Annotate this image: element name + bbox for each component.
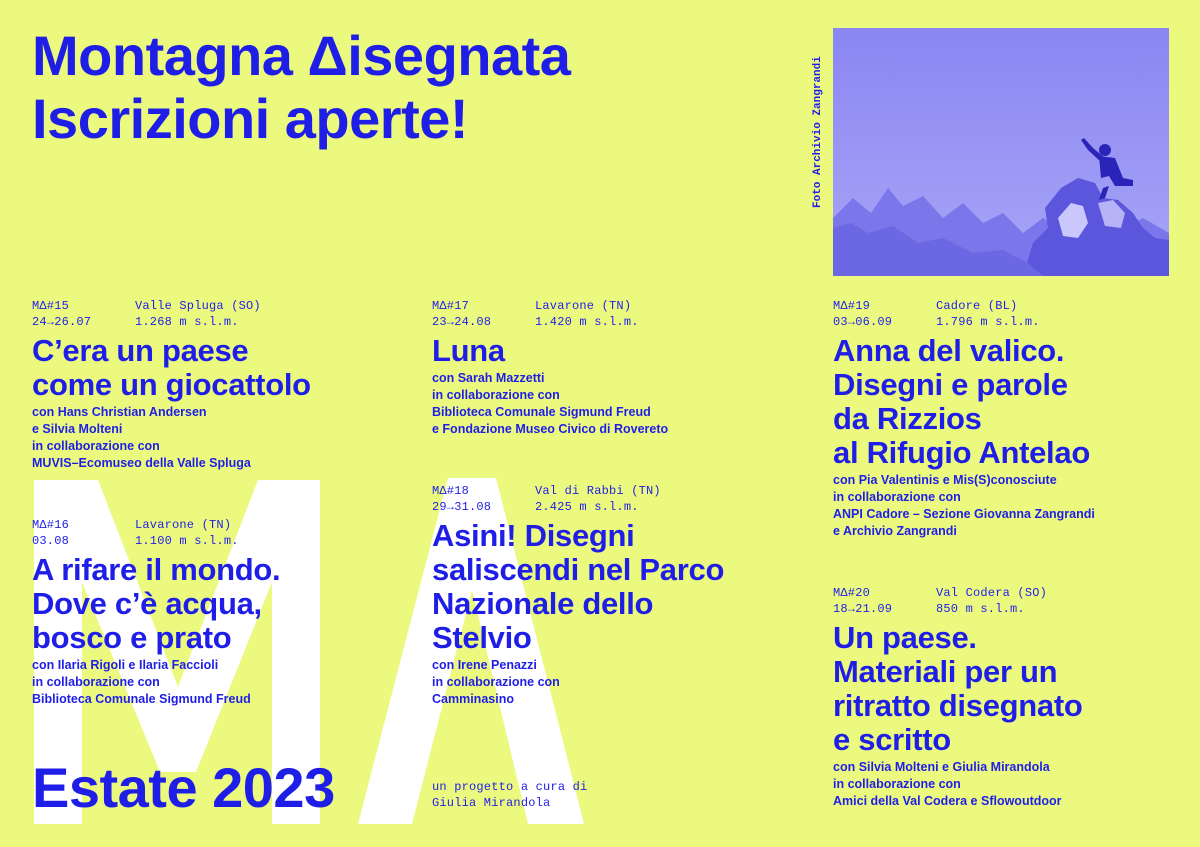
event-title-line: Luna: [432, 333, 505, 368]
event-meta-row: [833, 298, 1173, 314]
event-title-line: al Rifugio Antelao: [833, 435, 1090, 470]
event-ma19: [833, 298, 1173, 540]
event-ma15: [32, 298, 412, 472]
event-code: MΔ#18: [432, 484, 470, 498]
event-code: MΔ#16: [32, 518, 70, 532]
event-altitude: 1.420 m s.l.m.: [535, 315, 639, 329]
event-location: Val di Rabbi (TN): [535, 484, 661, 498]
event-title-line: Asini! Disegni: [432, 518, 635, 553]
event-title-line: Stelvio: [432, 620, 532, 655]
event-altitude: 850 m s.l.m.: [936, 602, 1025, 616]
event-altitude: 1.100 m s.l.m.: [135, 534, 239, 548]
event-title-line: A rifare il mondo.: [32, 552, 281, 587]
project-credit-line: un progetto a cura di: [432, 780, 588, 794]
event-ma17: [432, 298, 812, 438]
event-credit-line: ANPI Cadore – Sezione Giovanna Zangrandi: [833, 507, 1095, 521]
event-title-line: da Rizzios: [833, 401, 982, 436]
title-line-2: Iscrizioni aperte!: [32, 87, 469, 150]
event-credit-line: e Silvia Molteni: [32, 422, 123, 436]
event-altitude: 1.268 m s.l.m.: [135, 315, 239, 329]
event-location: Lavarone (TN): [535, 299, 632, 313]
season-label: Estate 2023: [32, 756, 335, 819]
event-title: [833, 334, 1173, 470]
event-credit-line: con Silvia Molteni e Giulia Mirandola: [833, 760, 1050, 774]
event-credit-line: in collaborazione con: [32, 439, 160, 453]
event-dates: 03.08: [32, 534, 70, 548]
event-title-line: Materiali per un: [833, 654, 1058, 689]
event-credit-line: e Archivio Zangrandi: [833, 524, 957, 538]
event-meta-row: [432, 499, 812, 515]
event-code: MΔ#17: [432, 299, 470, 313]
event-location: Valle Spluga (SO): [135, 299, 261, 313]
event-title-line: e scritto: [833, 722, 951, 757]
page-title: [32, 24, 570, 150]
event-meta-row: [32, 314, 412, 330]
event-ma20: [833, 585, 1173, 810]
event-title-line: Disegni e parole: [833, 367, 1068, 402]
event-location: Val Codera (SO): [936, 586, 1048, 600]
event-credit-line: Camminasino: [432, 692, 514, 706]
event-meta-row: [32, 533, 412, 549]
event-credit-line: MUVIS–Ecomuseo della Valle Spluga: [32, 456, 251, 470]
event-meta-row: [32, 517, 412, 533]
event-meta-row: [432, 298, 812, 314]
event-ma18: [432, 483, 812, 708]
event-credit-line: e Fondazione Museo Civico di Rovereto: [432, 422, 669, 436]
event-meta-row: [833, 601, 1173, 617]
event-code: MΔ#19: [833, 299, 871, 313]
event-code: MΔ#15: [32, 299, 70, 313]
event-credit-line: con Irene Penazzi: [432, 658, 537, 672]
event-credits: [32, 404, 412, 472]
photo-climber: [833, 28, 1169, 276]
event-credit-line: in collaborazione con: [32, 675, 160, 689]
event-title-line: saliscendi nel Parco: [432, 552, 725, 587]
event-title-line: Anna del valico.: [833, 333, 1065, 368]
event-credit-line: in collaborazione con: [833, 777, 961, 791]
event-credits: [833, 759, 1173, 810]
photo-climber-icon: [833, 28, 1169, 276]
event-title: [833, 621, 1173, 757]
event-title-line: C’era un paese: [32, 333, 249, 368]
event-title: [432, 519, 812, 655]
event-credit-line: in collaborazione con: [833, 490, 961, 504]
event-credit-line: con Sarah Mazzetti: [432, 371, 545, 385]
event-code: MΔ#20: [833, 586, 871, 600]
event-title-line: come un giocattolo: [32, 367, 311, 402]
event-dates: 23→24.08: [432, 315, 492, 329]
event-dates: 18→21.09: [833, 602, 893, 616]
title-line-1: Montagna Δisegnata: [32, 24, 571, 87]
event-meta-row: [32, 298, 412, 314]
event-dates: 24→26.07: [32, 315, 92, 329]
event-title-line: ritratto disegnato: [833, 688, 1083, 723]
event-location: Cadore (BL): [936, 299, 1018, 313]
event-dates: 03→06.09: [833, 315, 893, 329]
project-curator: Giulia Mirandola: [432, 796, 551, 810]
photo-credit: Foto Archivio Zangrandi: [812, 56, 824, 208]
event-credit-line: in collaborazione con: [432, 675, 560, 689]
event-credit-line: con Pia Valentinis e Mis(S)conosciute: [833, 473, 1057, 487]
event-credit-line: con Hans Christian Andersen: [32, 405, 207, 419]
event-credits: [833, 472, 1173, 540]
event-location: Lavarone (TN): [135, 518, 232, 532]
event-credit-line: Biblioteca Comunale Sigmund Freud: [32, 692, 251, 706]
event-title-line: Un paese.: [833, 620, 977, 655]
event-title-line: bosco e prato: [32, 620, 232, 655]
event-credits: [432, 657, 812, 708]
event-credit-line: Biblioteca Comunale Sigmund Freud: [432, 405, 651, 419]
event-title: [32, 334, 412, 402]
event-ma16: [32, 517, 412, 708]
event-meta-row: [833, 314, 1173, 330]
event-title-line: Nazionale dello: [432, 586, 654, 621]
event-credit-line: con Ilaria Rigoli e Ilaria Faccioli: [32, 658, 219, 672]
event-altitude: 2.425 m s.l.m.: [535, 500, 639, 514]
event-dates: 29→31.08: [432, 500, 492, 514]
event-meta-row: [432, 314, 812, 330]
event-meta-row: [432, 483, 812, 499]
event-credit-line: Amici della Val Codera e Sflowoutdoor: [833, 794, 1062, 808]
event-credits: [32, 657, 412, 708]
event-title: [32, 553, 412, 655]
event-credit-line: in collaborazione con: [432, 388, 560, 402]
event-title: [432, 334, 812, 368]
project-credit: [432, 779, 587, 811]
event-meta-row: [833, 585, 1173, 601]
event-credits: [432, 370, 812, 438]
event-altitude: 1.796 m s.l.m.: [936, 315, 1040, 329]
event-title-line: Dove c’è acqua,: [32, 586, 262, 621]
